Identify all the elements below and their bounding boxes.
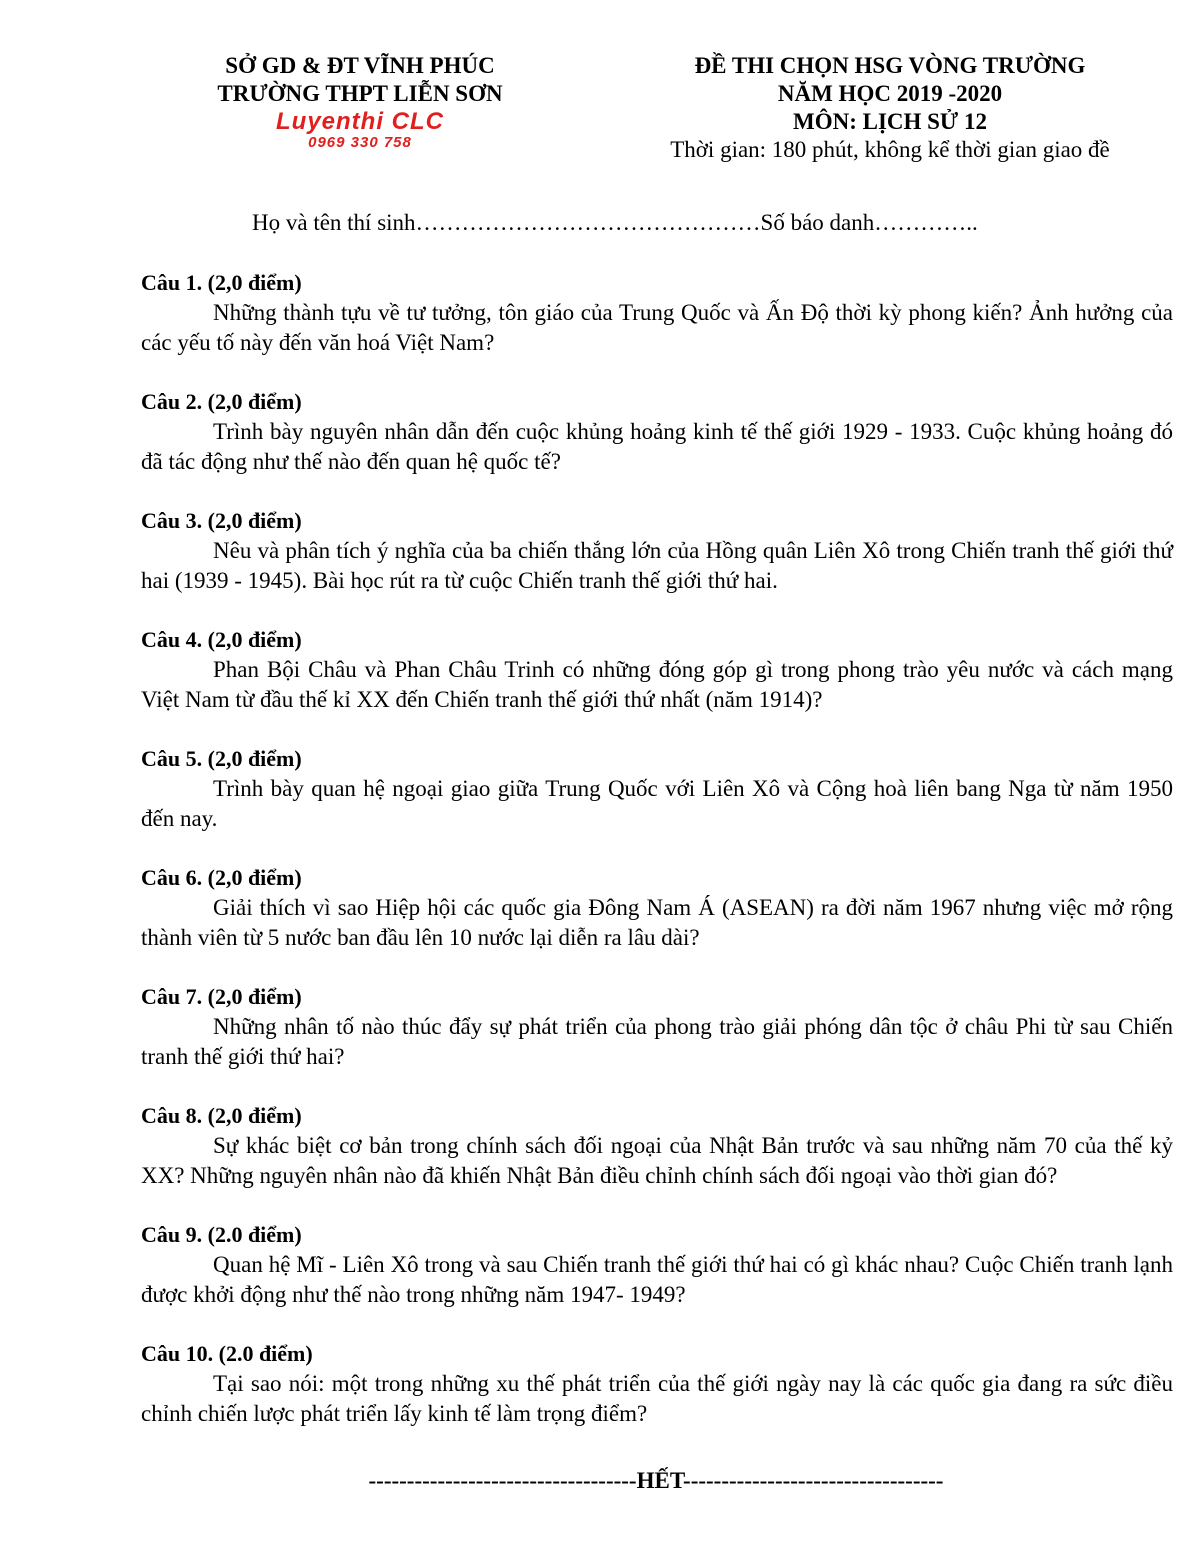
question-title: Câu 9. (2.0 điểm) bbox=[141, 1222, 302, 1247]
question-body: Những thành tựu về tư tưởng, tôn giáo của Trung Quốc và Ấn Độ thời kỳ phong kiến? Ảnh hưởng của các yếu tố này đến văn hoá Việt Nam? bbox=[141, 300, 1173, 355]
question-body: Phan Bội Châu và Phan Châu Trinh có những đóng góp gì trong phong trào yêu nước và cách mạng Việt Nam từ đầu thế kỉ XX đến Chiến tranh thế giới thứ nhất (năm 1914)? bbox=[141, 657, 1173, 712]
question-title: Câu 7. (2,0 điểm) bbox=[141, 984, 302, 1009]
exam-duration: Thời gian: 180 phút, không kể thời gian giao đề bbox=[670, 137, 1110, 162]
watermark-logo bbox=[240, 110, 480, 152]
question-1 bbox=[141, 268, 1173, 358]
question-title: Câu 2. (2,0 điểm) bbox=[141, 389, 302, 414]
subject: MÔN: LỊCH SỬ 12 bbox=[792, 109, 987, 134]
question-body: Quan hệ Mĩ - Liên Xô trong và sau Chiến tranh thế giới thứ hai có gì khác nhau? Cuộc Chiến tranh lạnh được khởi động như thế nào trong những năm 1947- 1949? bbox=[141, 1252, 1173, 1307]
question-list bbox=[141, 268, 1173, 1458]
question-2 bbox=[141, 387, 1173, 477]
question-body: Những nhân tố nào thúc đẩy sự phát triển của phong trào giải phóng dân tộc ở châu Phi từ sau Chiến tranh thế giới thứ hai? bbox=[141, 1014, 1173, 1069]
question-10 bbox=[141, 1339, 1173, 1429]
question-title: Câu 3. (2,0 điểm) bbox=[141, 508, 302, 533]
question-5 bbox=[141, 744, 1173, 834]
question-title: Câu 6. (2,0 điểm) bbox=[141, 865, 302, 890]
question-title: Câu 4. (2,0 điểm) bbox=[141, 627, 302, 652]
header-left-block bbox=[180, 52, 540, 108]
question-title: Câu 10. (2.0 điểm) bbox=[141, 1341, 313, 1366]
question-title: Câu 8. (2,0 điểm) bbox=[141, 1103, 302, 1128]
question-title: Câu 5. (2,0 điểm) bbox=[141, 746, 302, 771]
question-4 bbox=[141, 625, 1173, 715]
school-year: NĂM HỌC 2019 -2020 bbox=[777, 81, 1003, 106]
question-body: Trình bày quan hệ ngoại giao giữa Trung Quốc với Liên Xô và Cộng hoà liên bang Nga từ năm 1950 đến nay. bbox=[141, 776, 1173, 831]
question-7 bbox=[141, 982, 1173, 1072]
question-body: Trình bày nguyên nhân dẫn đến cuộc khủng hoảng kinh tế thế giới 1929 - 1933. Cuộc khủng hoảng đó đã tác động như thế nào đến quan hệ quốc tế? bbox=[141, 419, 1173, 474]
candidate-info-line: Họ và tên thí sinh………………………………………Số báo danh………….. bbox=[252, 210, 978, 235]
question-body: Giải thích vì sao Hiệp hội các quốc gia Đông Nam Á (ASEAN) ra đời năm 1967 nhưng việc mở rộng thành viên từ 5 nước ban đầu lên 10 nước lại diễn ra lâu dài? bbox=[141, 895, 1173, 950]
question-title: Câu 1. (2,0 điểm) bbox=[141, 270, 302, 295]
watermark-brand: Luyenthi CLC bbox=[276, 108, 444, 135]
watermark-phone: 0969 330 758 bbox=[308, 134, 412, 151]
question-body: Nêu và phân tích ý nghĩa của ba chiến thắng lớn của Hồng quân Liên Xô trong Chiến tranh thế giới thứ hai (1939 - 1945). Bài học rút ra từ cuộc Chiến tranh thế giới thứ hai. bbox=[141, 538, 1173, 593]
question-8 bbox=[141, 1101, 1173, 1191]
department-name: SỞ GD & ĐT VĨNH PHÚC bbox=[225, 53, 495, 78]
school-name: TRƯỜNG THPT LIỄN SƠN bbox=[217, 81, 503, 106]
question-9 bbox=[141, 1220, 1173, 1310]
question-3 bbox=[141, 506, 1173, 596]
end-marker: -----------------------------------HẾT---------------------------------- bbox=[368, 1468, 944, 1493]
exam-title: ĐỀ THI CHỌN HSG VÒNG TRƯỜNG bbox=[694, 53, 1086, 78]
question-body: Sự khác biệt cơ bản trong chính sách đối ngoại của Nhật Bản trước và sau những năm 70 của thế kỷ XX? Những nguyên nhân nào đã khiến Nhật Bản điều chỉnh chính sách đối ngoại vào thời gian đó? bbox=[141, 1133, 1173, 1188]
question-body: Tại sao nói: một trong những xu thế phát triển của thế giới ngày nay là các quốc gia đang ra sức điều chỉnh chiến lược phát triển lấy kinh tế làm trọng điểm? bbox=[141, 1371, 1173, 1426]
header-right-block bbox=[600, 52, 1180, 164]
question-6 bbox=[141, 863, 1173, 953]
